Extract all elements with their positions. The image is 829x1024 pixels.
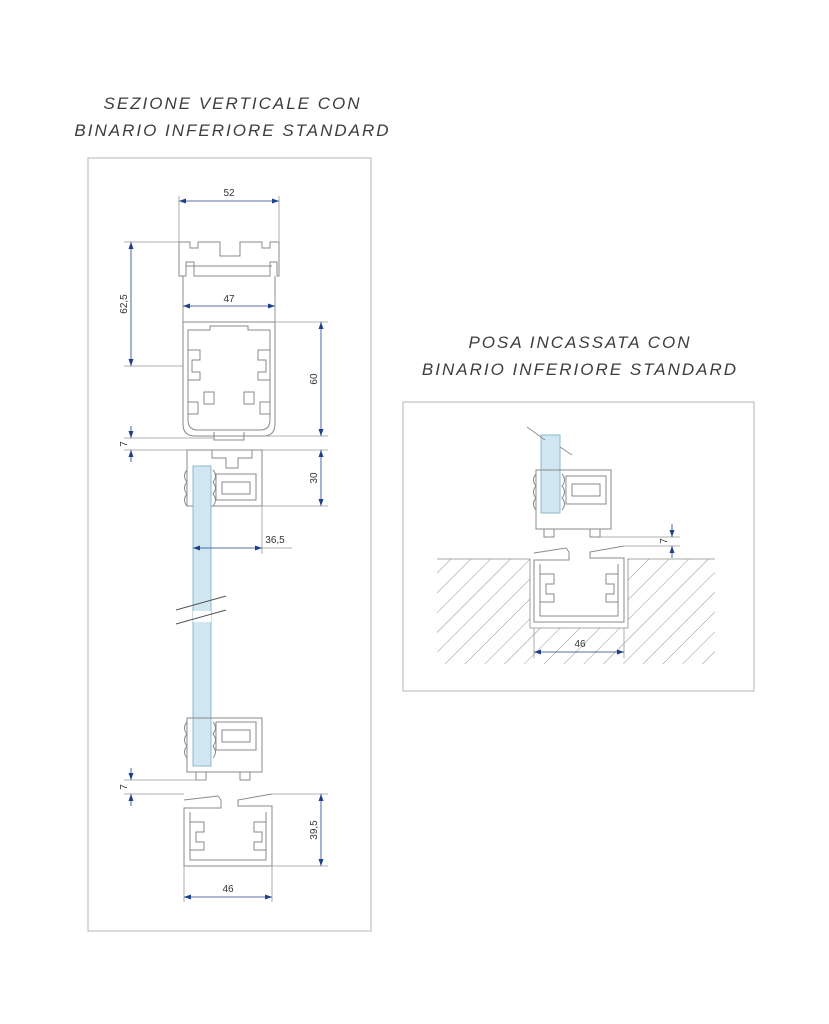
dim-top-rail-width: 52 (223, 188, 235, 199)
dim-carriage-height: 60 (309, 373, 320, 385)
dim-clamp-height: 30 (309, 472, 320, 484)
right-title-line-1: POSA INCASSATA CON (468, 333, 692, 352)
left-title-line-1: SEZIONE VERTICALE CON (103, 94, 362, 113)
dim-right-bottom-rail-width: 46 (574, 639, 586, 650)
glass-panel (193, 466, 211, 766)
left-title-line-2: BINARIO INFERIORE STANDARD (74, 121, 391, 140)
dim-top-rail-height: 62,5 (119, 294, 130, 314)
right-bottom-rail-profile (534, 546, 624, 622)
bottom-rail-profile (184, 794, 272, 866)
dim-bottom-rail-width: 46 (222, 884, 234, 895)
dim-bottom-rail-height: 39,5 (309, 820, 320, 840)
carriage-profile (183, 322, 275, 440)
dim-gap-bottom: 7 (119, 784, 130, 790)
right-title-line-2: BINARIO INFERIORE STANDARD (421, 360, 739, 379)
dim-carriage-width: 47 (223, 294, 235, 305)
dim-glass-offset: 36,5 (265, 535, 285, 546)
dim-gap-top: 7 (119, 441, 130, 447)
dim-right-gap: 7 (659, 538, 670, 544)
left-panel-frame (88, 158, 371, 931)
